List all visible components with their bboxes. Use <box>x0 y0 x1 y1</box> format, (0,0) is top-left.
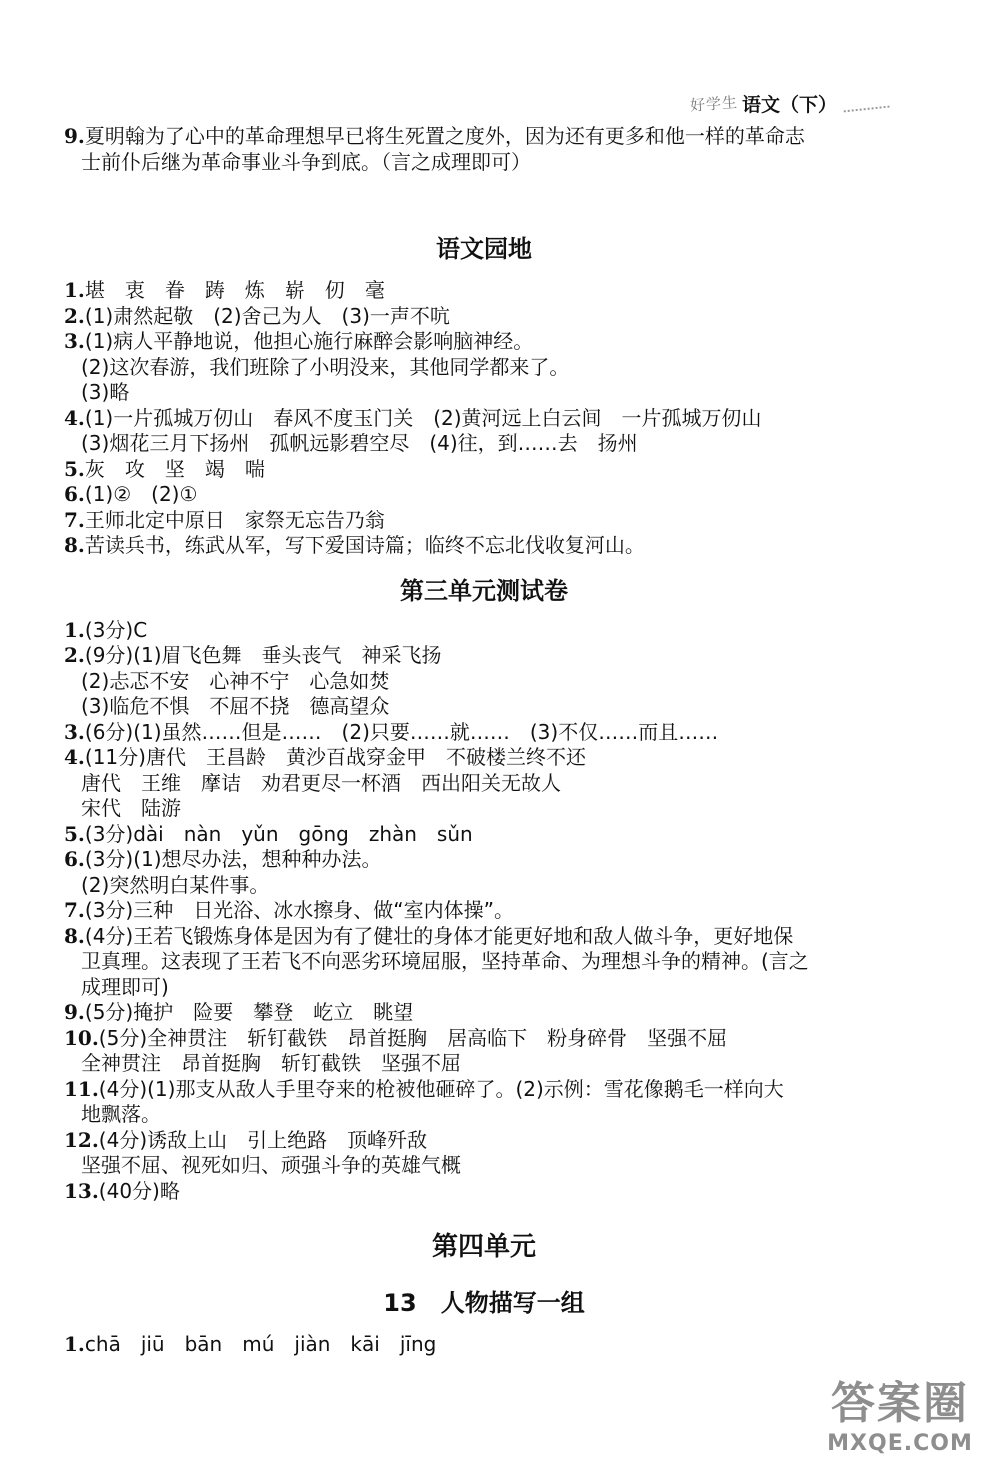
answer-line <box>64 643 904 669</box>
item-number: 8. <box>64 923 85 948</box>
answer-line <box>64 822 904 848</box>
item-text: 堪 衷 眷 踌 炼 崭 仞 毫 <box>84 278 385 302</box>
watermark-url: MXQE.COM <box>827 1430 973 1456</box>
item-number: 4. <box>64 405 85 430</box>
item-text: (6分)(1)虽然……但是…… (2)只要……就…… (3)不仅……而且…… <box>84 719 719 744</box>
item-text: (4分)王若飞锻炼身体是因为有了健壮的身体才能更好地和敌人做斗争，更好地保 <box>84 923 794 948</box>
item-text: 坚强不屈、视死如归、顽强斗争的英雄气概 <box>81 1153 461 1177</box>
answer-content <box>64 124 904 1358</box>
item-text: (3分)C <box>84 617 148 642</box>
answer-line <box>64 304 904 330</box>
answer-line <box>64 355 904 381</box>
answer-line <box>64 975 904 1001</box>
item-text: 夏明翰为了心中的革命理想早已将生死置之度外，因为还有更多和他一样的革命志 <box>84 124 805 148</box>
answer-line <box>64 771 904 797</box>
answer-line <box>64 278 904 304</box>
item-number: 3. <box>64 329 85 353</box>
item-text: (3分)三种 日光浴、冰水擦身、做“室内体操”。 <box>84 898 514 922</box>
item-number: 5. <box>64 456 85 481</box>
item-text: (5分)掩护 险要 攀登 屹立 眺望 <box>84 1000 414 1024</box>
answer-line <box>64 508 904 534</box>
section-title-yuwen-yuandi: 语文园地 <box>436 235 532 263</box>
answer-line <box>64 847 904 873</box>
header-decoration: 好学生 <box>689 92 739 115</box>
item-text: (40分)略 <box>98 1178 180 1203</box>
item-text: (9分)(1)眉飞色舞 垂头丧气 神采飞扬 <box>84 643 442 667</box>
item-text: 地飘落。 <box>81 1102 161 1126</box>
item-number: 12. <box>64 1127 99 1152</box>
item-text: (3分)dài nàn yǔn gōng zhàn sǔn <box>84 821 473 846</box>
item-number: 8. <box>64 533 85 557</box>
answer-line <box>64 1077 904 1103</box>
answer-line <box>64 618 904 644</box>
answer-line <box>64 1026 904 1052</box>
item-number: 1. <box>64 278 85 302</box>
answer-line <box>64 380 904 406</box>
item-text: (4分)(1)那支从敌人手里夺来的枪被他砸碎了。(2)示例：雪花像鹅毛一样向大 <box>98 1076 784 1101</box>
item-text: (4分)诱敌上山 引上绝路 顶峰歼敌 <box>98 1127 428 1152</box>
lesson-title: 13 人物描写一组 <box>383 1289 585 1317</box>
answer-line <box>64 1153 904 1179</box>
item-number: 3. <box>64 719 85 744</box>
item-number: 7. <box>64 507 85 532</box>
item-number: 9. <box>64 1000 85 1024</box>
section-yuwen-yuandi <box>64 278 904 559</box>
item-text: 王师北定中原日 家祭无忘告乃翁 <box>84 507 385 532</box>
answer-line <box>64 533 904 559</box>
item-number: 7. <box>64 898 85 922</box>
item-text: (1)一片孤城万仞山 春风不度玉门关 (2)黄河远上白云间 一片孤城万仞山 <box>84 405 762 430</box>
item-text: (1)病人平静地说，他担心施行麻醉会影响脑神经。 <box>84 329 534 353</box>
running-header <box>690 86 905 120</box>
item-number: 10. <box>64 1025 99 1050</box>
answer-line <box>64 898 904 924</box>
item-text: 灰 攻 坚 竭 喘 <box>84 456 265 481</box>
item-number: 2. <box>64 643 85 667</box>
watermark-text: 答案圈 <box>831 1377 969 1429</box>
answer-line <box>64 873 904 899</box>
item-number: 6. <box>64 847 85 871</box>
answer-line <box>64 124 904 150</box>
item-number: 9. <box>64 124 85 148</box>
item-text: (3)略 <box>81 380 130 404</box>
watermark-logo <box>816 1370 984 1456</box>
answer-line <box>64 329 904 355</box>
answer-line <box>64 1102 904 1128</box>
answer-line <box>64 150 904 176</box>
item-text: (2)突然明白某件事。 <box>81 872 270 897</box>
answer-line <box>64 669 904 695</box>
answer-line <box>64 720 904 746</box>
item-text: 宋代 陆游 <box>81 796 181 820</box>
answer-line <box>64 482 904 508</box>
item-text: 士前仆后继为革命事业斗争到底。（言之成理即可） <box>81 149 531 174</box>
answer-line <box>64 1128 904 1154</box>
item-number: 1. <box>64 1332 85 1356</box>
answer-line <box>64 796 904 822</box>
answer-line <box>64 457 904 483</box>
answer-line <box>64 1179 904 1205</box>
section-title-unit3-test: 第三单元测试卷 <box>400 576 568 605</box>
item-number: 1. <box>64 617 85 642</box>
item-text: (11分)唐代 王昌龄 黄沙百战穿金甲 不破楼兰终不还 <box>84 745 586 769</box>
answer-line <box>64 1332 904 1358</box>
header-ornament <box>842 94 889 113</box>
unit-title: 第四单元 <box>431 1232 536 1262</box>
item-number: 6. <box>64 482 85 506</box>
item-number: 4. <box>64 745 85 769</box>
item-text: 苦读兵书，练武从军，写下爱国诗篇；临终不忘北伐收复河山。 <box>84 533 645 557</box>
item-text: (3)临危不惧 不屈不挠 德高望众 <box>81 694 390 718</box>
item-text: 全神贯注 昂首挺胸 斩钉截铁 坚强不屈 <box>81 1051 461 1075</box>
item-number: 11. <box>64 1076 99 1101</box>
item-text: (3分)(1)想尽办法，想种种办法。 <box>84 847 382 871</box>
item-number: 13. <box>64 1178 99 1203</box>
item-number: 5. <box>64 821 85 846</box>
item-text: (1)肃然起敬 (2)舍己为人 (3)一声不吭 <box>84 303 450 328</box>
header-subject: 语文（下） <box>742 93 838 116</box>
answer-line <box>64 949 904 975</box>
answer-line <box>64 694 904 720</box>
item-text: 成理即可) <box>81 974 169 999</box>
item-text: 唐代 王维 摩诘 劝君更尽一杯酒 西出阳关无故人 <box>81 770 561 795</box>
section-unit3-test <box>64 618 904 1205</box>
item-text: (2)这次春游，我们班除了小明没来，其他同学都来了。 <box>81 354 570 379</box>
answer-line <box>64 406 904 432</box>
item-text: 卫真理。这表现了王若飞不向恶劣环境屈服，坚持革命、为理想斗争的精神。(言之 <box>81 949 809 973</box>
item-text: chā jiū bān mú jiàn kāi jīng <box>84 1332 437 1356</box>
answer-line <box>64 745 904 771</box>
item-number: 2. <box>64 303 85 328</box>
answer-line <box>64 1000 904 1026</box>
item-text: (1)② (2)① <box>84 482 198 506</box>
answer-line <box>64 924 904 950</box>
item-text: (3)烟花三月下扬州 孤帆远影碧空尽 (4)往，到……去 扬州 <box>81 431 638 455</box>
answer-line <box>64 431 904 457</box>
item-text: (5分)全神贯注 斩钉截铁 昂首挺胸 居高临下 粉身碎骨 坚强不屈 <box>98 1025 728 1050</box>
item-text: (2)忐忑不安 心神不宁 心急如焚 <box>81 668 390 693</box>
answer-line <box>64 1051 904 1077</box>
